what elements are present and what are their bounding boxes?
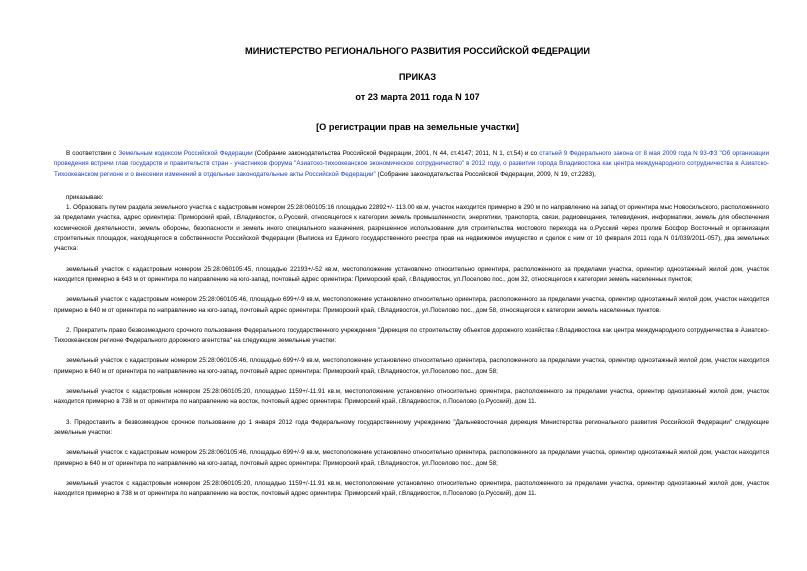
document-subject: [О регистрации прав на земельные участки] — [316, 122, 519, 132]
preamble-text-1: В соответствии с — [66, 150, 119, 157]
document-body — [54, 149, 769, 499]
paragraph-3: 3. Предоставить в безвозмездное срочное пользование до 1 января 2012 года Федеральному государственному учреждению "Дальневосточная дирекция Министерства регионального развития Российской Федерации" следующие земельные участки: — [54, 418, 769, 436]
paragraph-1-plot-a: земельный участок с кадастровым номером 25:28:060105:45, площадью 22193+/-52 кв.м, местоположение установлено относительно ориентира, расположенного за пределами участка, ориентир одноэтажный жилой дом, участок находится примерно в 643 м от ориентира по направлению на юго-запад, почтовый адрес ориентира: Приморский край, г.Владивосток, ул.Поселово пос., дом 32, относящегося к категории земель населенных пунктов; — [54, 265, 769, 283]
paragraph-2-plot-b: земельный участок с кадастровым номером 25:28:060105:20, площадью 1159+/-11.91 кв.м, местоположение установлено относительно ориентира, расположенного за пределами участка, ориентир одноэтажный жилой дом, участок находится примерно в 738 м от ориентира по направлению на восток, почтовый адрес ориентира: Приморский край, г.Владивосток, п.Поселово (о.Русский), дом 11. — [54, 388, 769, 406]
preamble-text-3: (Собрание законодательства Российской Федерации, 2009, N 19, ст.2283), — [375, 170, 596, 178]
federal-law-link[interactable]: статьей 9 Федерального закона от 8 мая 2009 года N 93-ФЗ "Об организации проведения встречи глав государств и правительств стран - участников форума "Азиатско-тихоокеанское экономическое сотрудничество" в 2012 году, о развитии города Владивостока как центра международного сотрудничества в Азиатско-Тихоокеанском регионе и о внесении изменений в отдельные законодательные акты Российской Федерации" — [54, 150, 770, 178]
paragraph-2-plot-a: земельный участок с кадастровым номером 25:28:060105:46, площадью 699+/-9 кв.м, местоположение установлено относительно ориентира, расположенного за пределами участка, ориентир одноэтажный жилой дом, участок находится примерно в 640 м от ориентира по направлению на юго-запад, почтовый адрес ориентира: Приморский край, г.Владивосток, ул.Поселово пос., дом 58; — [54, 357, 769, 375]
paragraph-1-plot-b: земельный участок с кадастровым номером 25:28:060105:46, площадью 699+/-9 кв.м, местоположение установлено относительно ориентира, расположенного за пределами участка, ориентир одноэтажный жилой дом, участок находится примерно в 640 м от ориентира по направлению на юго-запад, почтовый адрес ориентира: Приморский край, г.Владивосток, ул.Поселово пос., дом 58, относящегося к категории земель населенных пунктов. — [54, 296, 769, 314]
prikazyvayu-text: приказываю: — [66, 193, 104, 201]
ministry-title: МИНИСТЕРСТВО РЕГИОНАЛЬНОГО РАЗВИТИЯ РОССИЙСКОЙ ФЕДЕРАЦИИ — [245, 46, 590, 56]
document-date-number: от 23 марта 2011 года N 107 — [355, 92, 480, 102]
paragraph-2: 2. Прекратить право безвозмездного срочного пользования Федерального государственного учреждения "Дирекция по строительству объектов дорожного хозяйства г.Владивостока как центра международного сотрудничества в Азиатско-Тихоокеанском регионе Федерального дорожного агентства" на следующие земельные участки: — [54, 326, 769, 345]
preamble-text-2: (Собрание законодательства Российской Федерации, 2001, N 44, ст.4147; 2011, N 1, ст.54) и со — [252, 150, 540, 157]
paragraph-3-plot-b: земельный участок с кадастровым номером 25:28:060105:20, площадью 1159+/-11.91 кв.м, местоположение установлено относительно ориентира, расположенного за пределами участка, ориентир одноэтажный жилой дом, участок находится примерно в 738 м от ориентира по направлению на восток, почтовый адрес ориентира: Приморский край, г.Владивосток, п.Поселово (о.Русский), дом 11. — [54, 479, 769, 498]
land-code-link[interactable]: Земельным кодексом Российской Федерации — [118, 150, 253, 157]
paragraph-1: 1. Образовать путем раздела земельного участка с кадастровым номером 25:28:060105:16 площадью 22892+/- 113.00 кв.м, участок находится примерно в 290 м по направлению на запад от ориентира мыс Новосильского, расположенного за пределами участка, адрес ориентира: Приморский край, г.Владивосток, о.Русский, относящегося к категории земель промышленности, энергетики, транспорта, связи, радиовещания, телевидения, информатики, земель для обеспечения космической деятельности, земель обороны, безопасности и земель иного специального назначения, разрешенное использование для строительства мостового перехода на о.Русский через пролив Босфор Восточный и организации строительных площадок, находящегося в собственности Российской Федерации (Выписка из Единого государственного реестра прав на недвижимое имущество и сделок с ним от 10 февраля 2011 года N 01/039/2011-057), два земельных участка: — [54, 204, 769, 253]
document-type: ПРИКАЗ — [398, 72, 437, 82]
paragraph-3-plot-a: земельный участок с кадастровым номером 25:28:060105:46, площадью 699+/-9 кв.м, местоположение установлено относительно ориентира, расположенного за пределами участка, ориентир одноэтажный жилой дом, участок находится примерно в 640 м от ориентира по направлению на юго-запад, почтовый адрес ориентира: Приморский край, г.Владивосток, ул.Поселово пос., дом 58; — [54, 449, 769, 467]
preamble-paragraph — [54, 149, 769, 180]
